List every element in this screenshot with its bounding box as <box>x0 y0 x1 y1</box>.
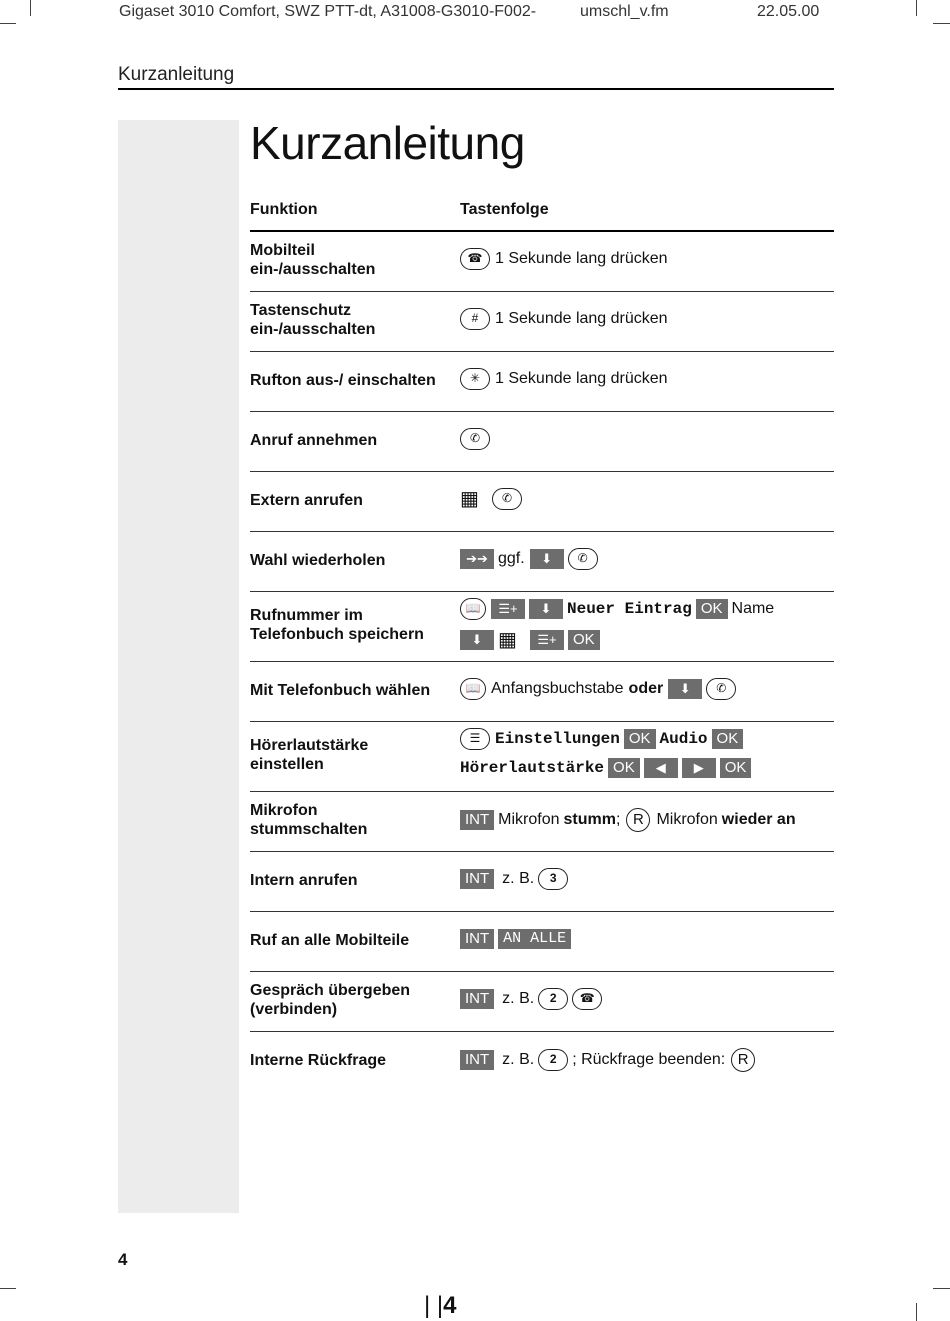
row-function: Wahl wiederholen <box>250 552 386 569</box>
right-arrow-icon: ▶ <box>682 758 716 778</box>
row-keys: INT AN ALLE <box>460 929 575 949</box>
row-keys: 📖 Anfangsbuchstabe oder ⬇ ✆ <box>460 678 741 700</box>
call-key-icon: ✆ <box>706 678 736 700</box>
crop-mark <box>0 23 16 24</box>
page-number: 4 <box>118 1250 128 1269</box>
down-arrow-icon: ⬇ <box>668 679 702 699</box>
page-title: Kurzanleitung <box>250 117 525 169</box>
row-divider <box>250 851 834 852</box>
row-keys-line2: Hörerlautstärke OK ◀ ▶ OK <box>460 758 755 778</box>
row-function: Intern anrufen <box>250 872 358 889</box>
row-keys: INT z. B. 3 <box>460 868 572 890</box>
row-keys <box>460 486 527 512</box>
end-call-key-icon: ☎ <box>460 248 490 270</box>
row-divider <box>250 291 834 292</box>
row-function: Mobilteil ein-/ausschalten <box>250 242 376 278</box>
row-divider <box>250 911 834 912</box>
row-function: Extern anrufen <box>250 492 363 509</box>
star-key-icon: ✳ <box>460 368 490 390</box>
row-function: Gespräch übergeben (verbinden) <box>250 982 411 1018</box>
running-head: Kurzanleitung <box>118 64 235 85</box>
row-keys: INT z. B. 2 ☎ <box>460 988 607 1010</box>
keypad-icon: ▦ <box>460 488 479 510</box>
digit-key-icon: 2 <box>538 1049 568 1071</box>
row-divider <box>250 591 834 592</box>
digit-key-icon: 3 <box>538 868 568 890</box>
row-divider <box>250 661 834 662</box>
recall-key-icon: R <box>626 808 650 832</box>
row-keys: ☰ Einstellungen OK Audio OK <box>460 728 747 750</box>
menu-key-icon: ☰ <box>460 728 490 750</box>
row-divider <box>250 971 834 972</box>
row-function: Rufnummer im Telefonbuch speichern <box>250 607 424 643</box>
left-arrow-icon: ◀ <box>644 758 678 778</box>
row-divider <box>250 791 834 792</box>
row-function: Mikrofon stummschalten <box>250 802 368 838</box>
row-function: Rufton aus-/ einschalten <box>250 372 436 389</box>
header-file-info: Gigaset 3010 Comfort, SWZ PTT-dt, A31008-G3010-F002- <box>119 3 537 20</box>
crop-mark <box>0 1288 16 1289</box>
crop-mark <box>933 1288 950 1289</box>
call-key-icon: ✆ <box>492 488 522 510</box>
menu-add-icon: ☰+ <box>491 599 525 619</box>
row-keys: INT z. B. 2 ; Rückfrage beenden: R <box>460 1048 761 1072</box>
row-function: Ruf an alle Mobilteile <box>250 932 410 949</box>
row-divider <box>250 351 834 352</box>
hash-key-icon: # <box>460 308 490 330</box>
footer-mark: | |4 <box>424 1292 457 1319</box>
row-divider <box>250 531 834 532</box>
phonebook-key-icon: 📖 <box>460 598 486 620</box>
end-call-key-icon: ☎ <box>572 988 602 1010</box>
recall-key-icon: R <box>731 1048 755 1072</box>
row-divider <box>250 721 834 722</box>
header-filename: umschl_v.fm <box>580 3 669 20</box>
row-keys: # 1 Sekunde lang drücken <box>460 308 668 330</box>
row-function: Interne Rückfrage <box>250 1052 387 1069</box>
crop-mark <box>916 1303 917 1321</box>
down-arrow-icon: ⬇ <box>529 599 563 619</box>
crop-mark <box>933 23 950 24</box>
call-key-icon: ✆ <box>568 548 598 570</box>
row-function: Hörerlautstärke einstellen <box>250 737 369 773</box>
call-key-icon: ✆ <box>460 428 490 450</box>
row-divider <box>250 411 834 412</box>
redial-icon: ➔➔ <box>460 549 494 569</box>
row-keys: ☎ 1 Sekunde lang drücken <box>460 248 668 270</box>
table-header-rule <box>250 230 834 232</box>
phonebook-key-icon: 📖 <box>460 678 486 700</box>
down-arrow-icon: ⬇ <box>530 549 564 569</box>
col-header-function: Funktion <box>250 201 318 218</box>
row-divider <box>250 471 834 472</box>
margin-bar <box>118 120 239 1213</box>
row-keys: ✳ 1 Sekunde lang drücken <box>460 368 668 390</box>
row-keys <box>460 428 495 450</box>
menu-add-icon: ☰+ <box>530 630 564 650</box>
digit-key-icon: 2 <box>538 988 568 1010</box>
row-keys: INT Mikrofon stumm ; R Mikrofon wieder an <box>460 808 796 832</box>
row-keys: ➔➔ ggf. ⬇ ✆ <box>460 548 603 570</box>
crop-mark <box>916 0 917 16</box>
row-keys: 📖 ☰+ ⬇ Neuer Eintrag OK Name <box>460 598 774 620</box>
row-function: Tastenschutz ein-/ausschalten <box>250 302 376 338</box>
row-function: Anruf annehmen <box>250 432 378 449</box>
header-date: 22.05.00 <box>757 3 820 20</box>
row-keys-line2: ⬇ ▦ ☰+ OK <box>460 627 604 653</box>
row-function: Mit Telefonbuch wählen <box>250 682 431 699</box>
row-divider <box>250 1031 834 1032</box>
col-header-keys: Tastenfolge <box>460 201 549 218</box>
keypad-icon: ▦ <box>498 629 517 651</box>
running-head-rule <box>118 88 834 90</box>
crop-mark <box>30 0 31 16</box>
down-arrow-icon: ⬇ <box>460 630 494 650</box>
